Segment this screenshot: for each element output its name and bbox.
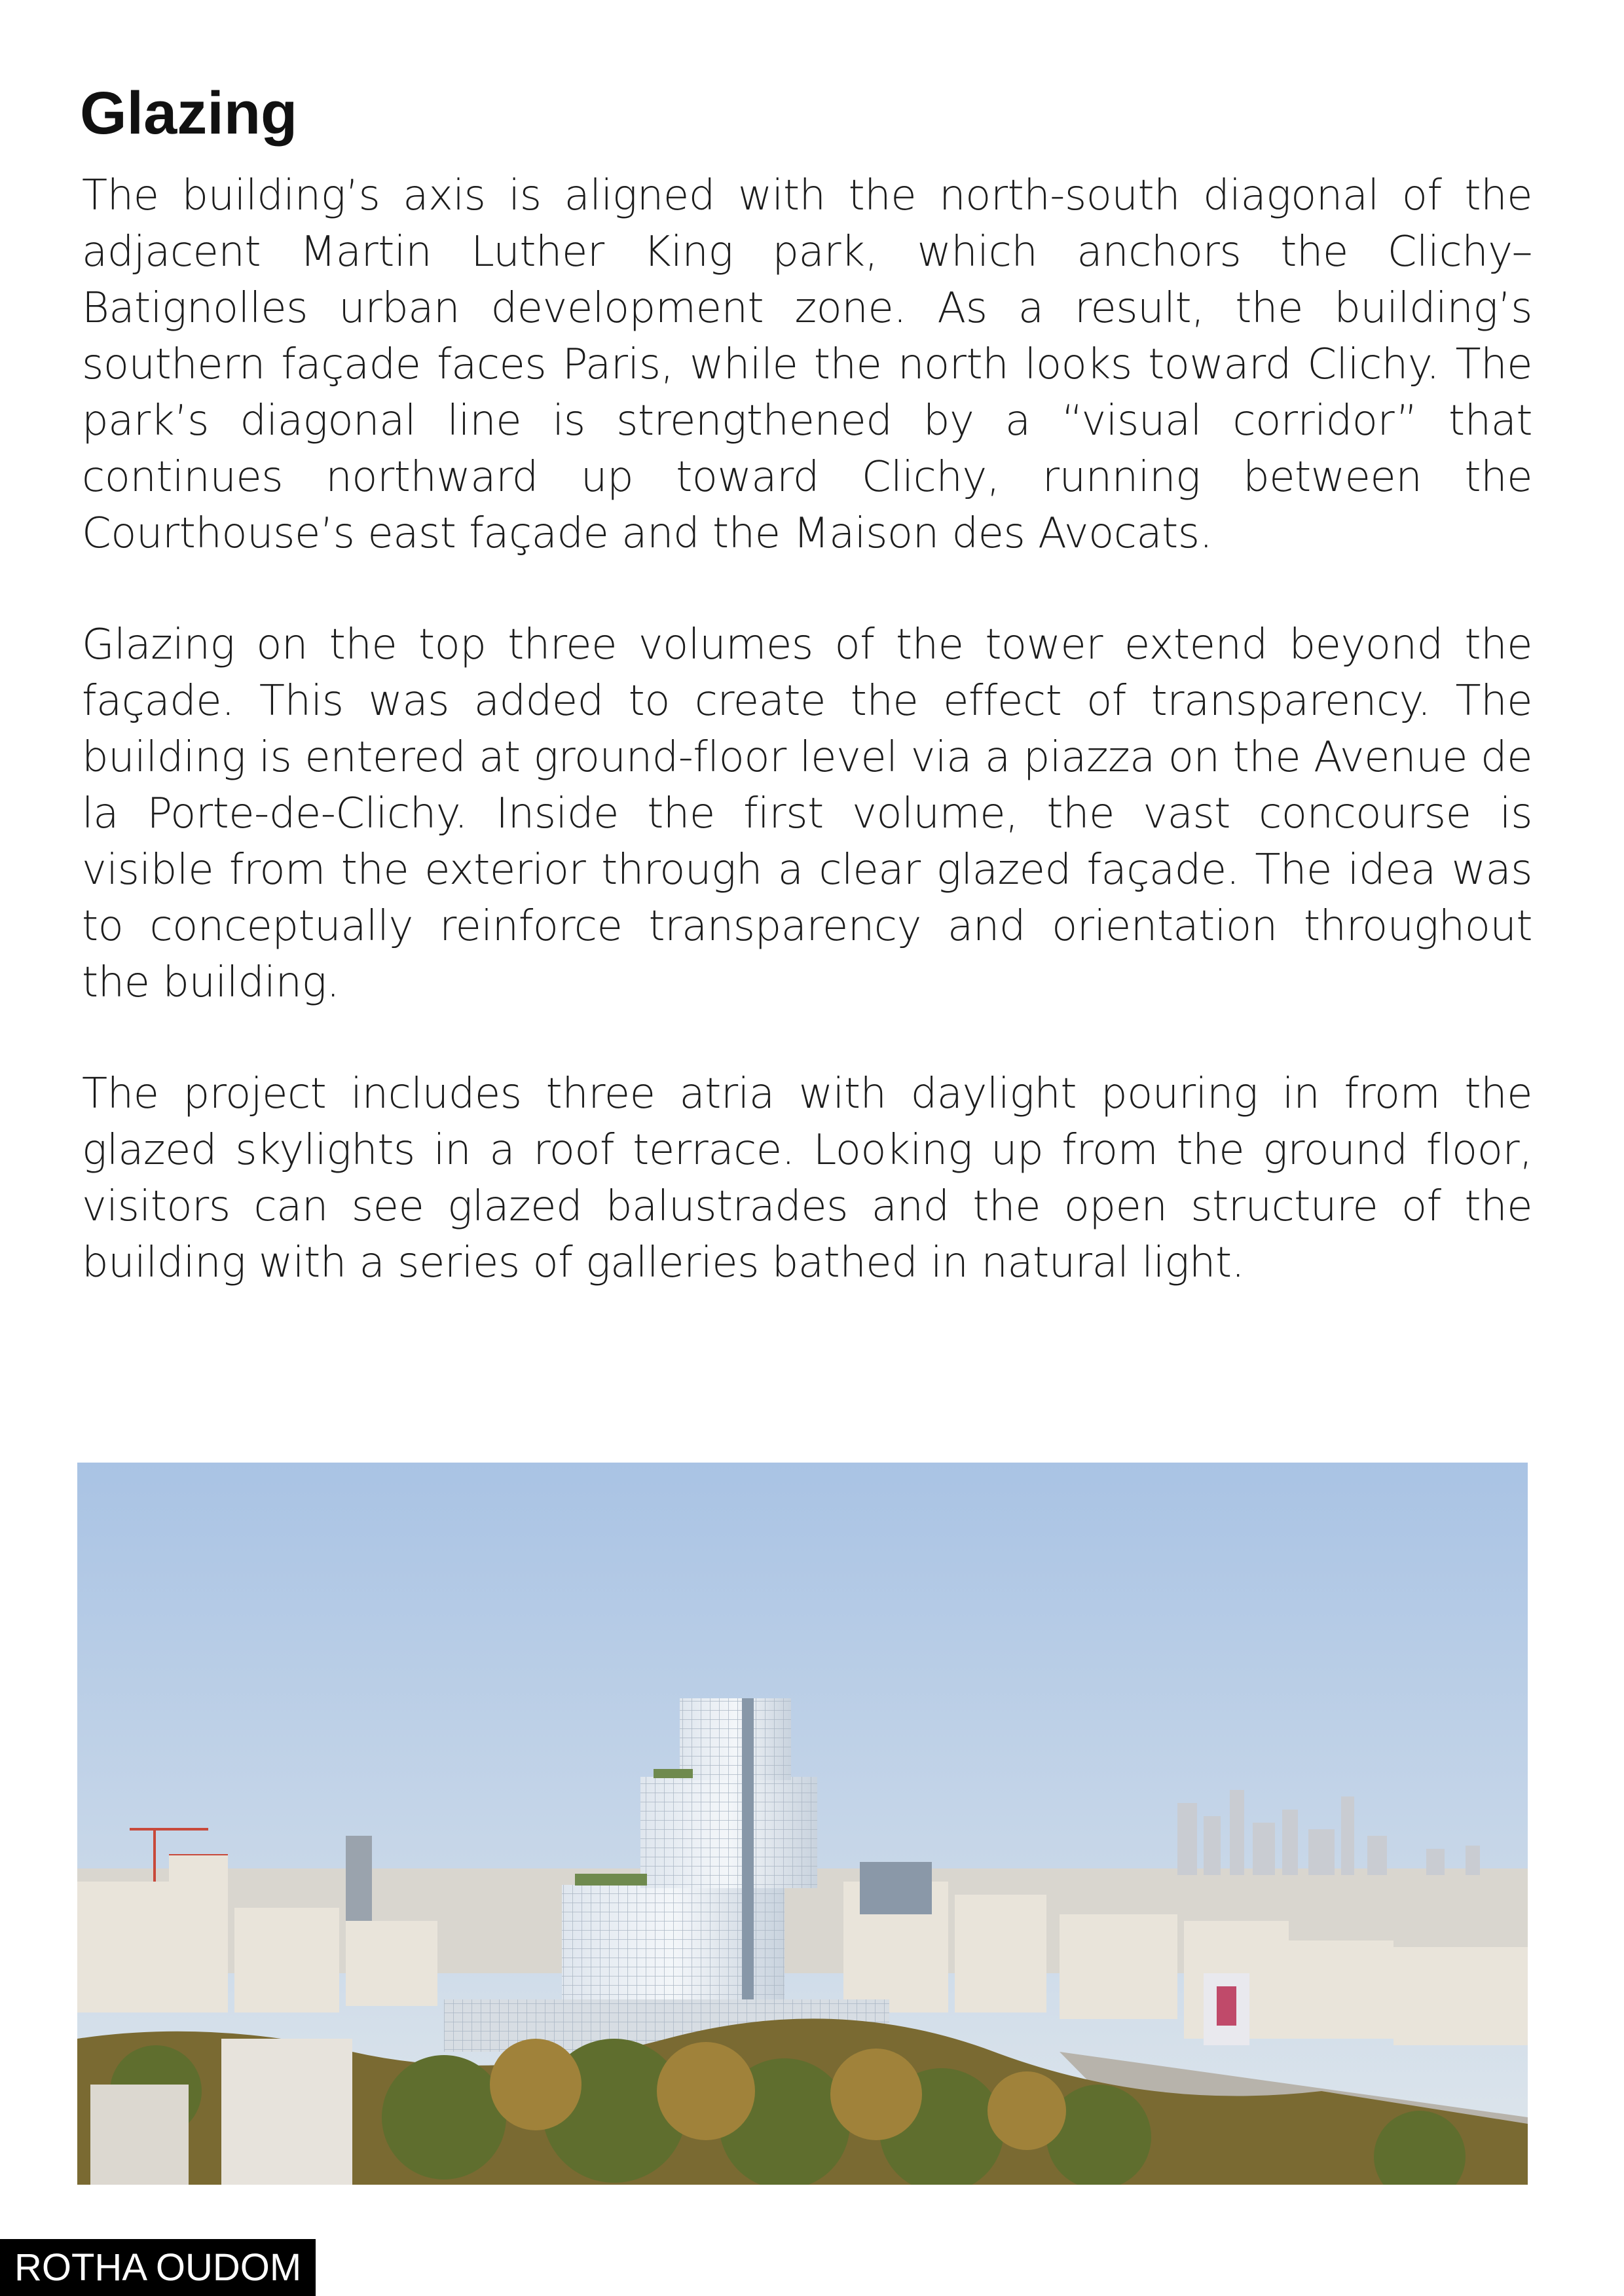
courthouse-skyline-photo bbox=[77, 1463, 1528, 2185]
paragraph-glazing-transparency: Glazing on the top three volumes of the tower extend beyond the façade. This was added to create the effect of transparency. The building is entered at ground-floor level via a piazza on the Avenue de la Porte-de-Clichy. Inside the first volume, the vast concourse is visible from the exterior through a clear glazed façade. The idea was to conceptually reinforce transparency and orientation throughout the building. bbox=[82, 621, 1532, 1007]
paragraph-atria: The project includes three atria with daylight pouring in from the glazed skylights in a roof terrace. Looking up from the ground floor, visitors can see glazed balustrades and the open structure of the building with a series of galleries bathed in natural light. bbox=[82, 1070, 1532, 1287]
paragraph-site-axis: The building’s axis is aligned with the north-south diagonal of the adjacent Martin Luther King park, which anchors the Clichy–Batignolles urban development zone. As a result, the building’s southern façade faces Paris, while the north looks toward Clichy. The park’s diagonal line is strengthened by a “visual corridor” that continues northward up toward Clichy, running between the Courthouse’s east façade and the Maison des Avocats. bbox=[82, 172, 1532, 558]
author-footer: ROTHA OUDOM bbox=[0, 2239, 316, 2296]
page-title: Glazing bbox=[80, 80, 298, 147]
